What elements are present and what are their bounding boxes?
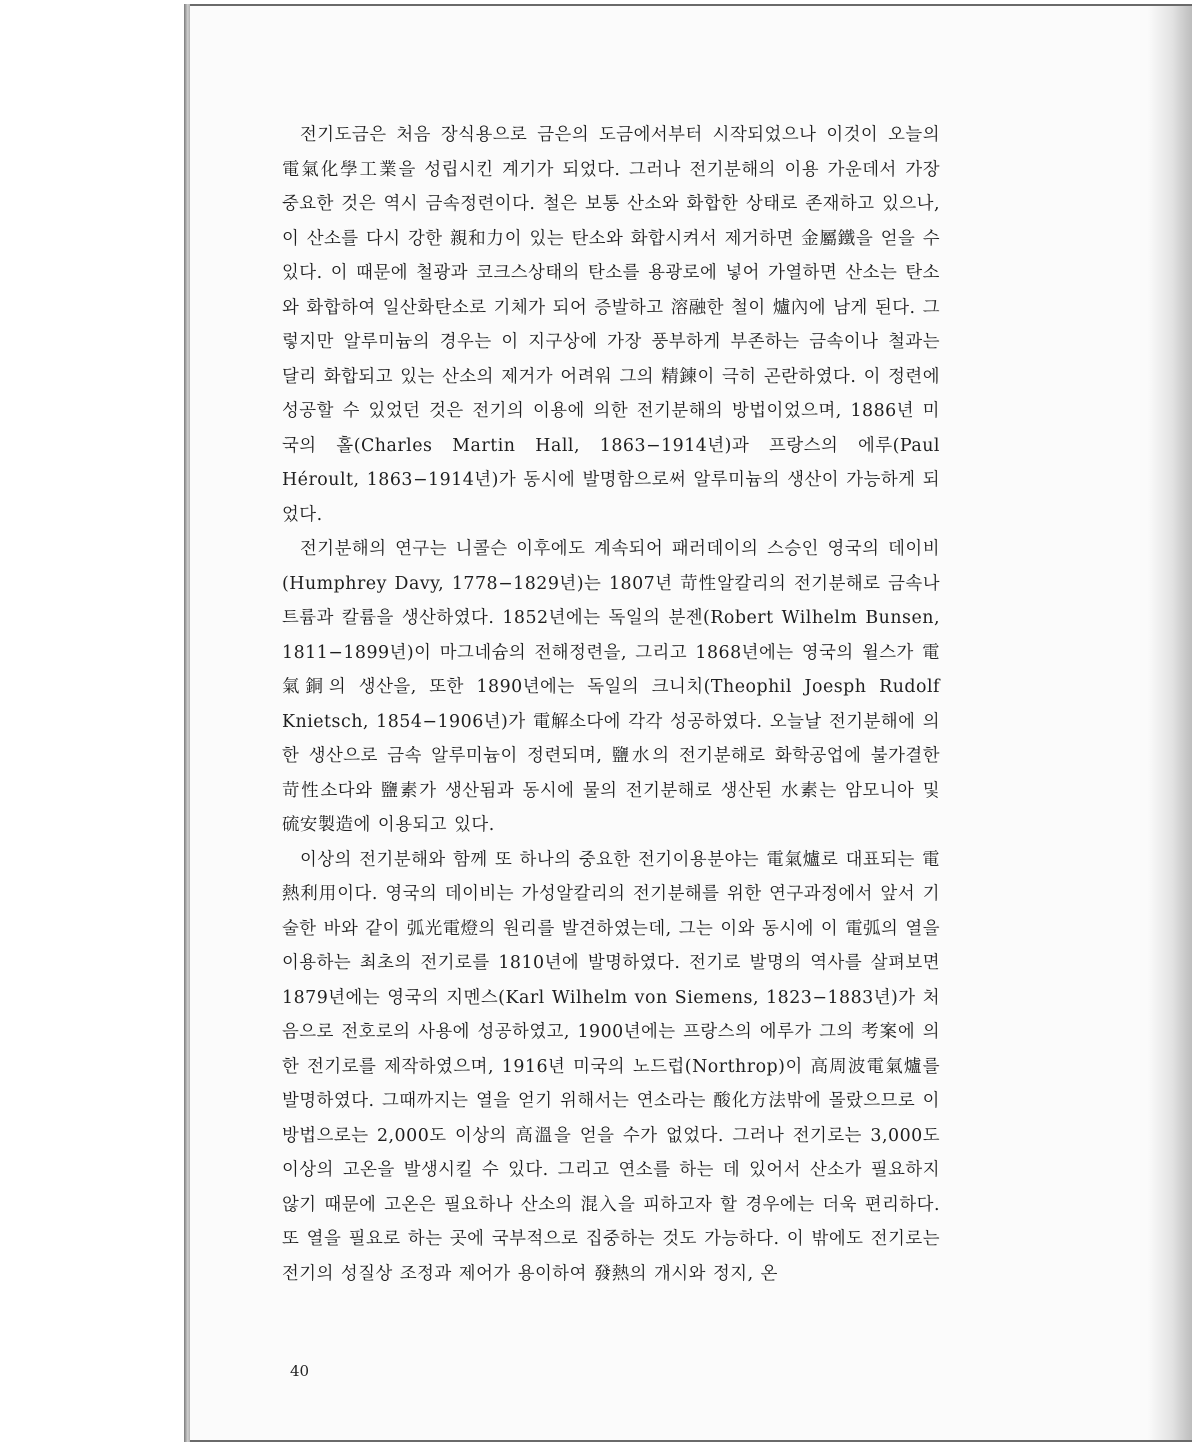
paragraph-1: 전기도금은 처음 장식용으로 금은의 도금에서부터 시작되었으나 이것이 오늘의 電氣化學工業을 성립시킨 계기가 되었다. 그러나 전기분해의 이용 가운데서 가장 중요한 것은 역시 금속정련이다. 철은 보통 산소와 화합한 상태로 존재하고 있으나, 이 산소를 다시 강한 親和力이 있는 탄소와 화합시켜서 제거하면 金屬鐵을 얻을 수 있다. 이 때문에 철광과 코크스상태의 탄소를 용광로에 넣어 가열하면 산소는 탄소와 화합하여 일산화탄소로 기체가 되어 증발하고 溶融한 철이 爐內에 남게 된다. 그렇지만 알루미늄의 경우는 이 지구상에 가장 풍부하게 부존하는 금속이나 철과는 달리 화합되고 있는 산소의 제거가 어려워 그의 精鍊이 극히 곤란하였다. 이 정련에 성공할 수 있었던 것은 전기의 이용에 의한 전기분해의 방법이었으며, 1886년 미국의 홀(Charles Martin Hall, 1863−1914년)과 프랑스의 에루(Paul Héroult, 1863−1914년)가 동시에 발명함으로써 알루미늄의 생산이 가능하게 되었다. <box>282 125 940 525</box>
page-shadow <box>1148 6 1192 1440</box>
body-text <box>282 118 940 1291</box>
paragraph-2: 전기분해의 연구는 니콜슨 이후에도 계속되어 패러데이의 스승인 영국의 데이비(Humphrey Davy, 1778−1829년)는 1807년 苛性알칼리의 전기분해로 금속나트륨과 칼륨을 생산하였다. 1852년에는 독일의 분젠(Robert Wilhelm Bunsen, 1811−1899년)이 마그네슘의 전해정련을, 그리고 1868년에는 영국의 윌스가 電氣銅의 생산을, 또한 1890년에는 독일의 크니치(Theophil Joesph Rudolf Knietsch, 1854−1906년)가 電解소다에 각각 성공하였다. 오늘날 전기분해에 의한 생산으로 금속 알루미늄이 정련되며, 鹽水의 전기분해로 화학공업에 불가결한 苛性소다와 鹽素가 생산됨과 동시에 물의 전기분해로 생산된 水素는 암모니아 및 硫安製造에 이용되고 있다. <box>282 539 940 835</box>
page-number: 40 <box>290 1362 310 1380</box>
paragraph-3: 이상의 전기분해와 함께 또 하나의 중요한 전기이용분야는 電氣爐로 대표되는 電熱利用이다. 영국의 데이비는 가성알칼리의 전기분해를 위한 연구과정에서 앞서 기술한 바와 같이 弧光電燈의 원리를 발견하였는데, 그는 이와 동시에 이 電弧의 열을 이용하는 최초의 전기로를 1810년에 발명하였다. 전기로 발명의 역사를 살펴보면 1879년에는 영국의 지멘스(Karl Wilhelm von Siemens, 1823−1883년)가 처음으로 전호로의 사용에 성공하였고, 1900년에는 프랑스의 에루가 그의 考案에 의한 전기로를 제작하였으며, 1916년 미국의 노드럽(Northrop)이 高周波電氣爐를 발명하였다. 그때까지는 열을 얻기 위해서는 연소라는 酸化方法밖에 몰랐으므로 이 방법으로는 2,000도 이상의 高溫을 얻을 수가 없었다. 그러나 전기로는 3,000도 이상의 고온을 발생시킬 수 있다. 그리고 연소를 하는 데 있어서 산소가 필요하지 않기 때문에 고온은 필요하나 산소의 混入을 피하고자 할 경우에는 더욱 편리하다. 또 열을 필요로 하는 곳에 국부적으로 집중하는 것도 가능하다. 이 밖에도 전기로는 전기의 성질상 조정과 제어가 용이하여 發熱의 개시와 정지, 온 <box>282 849 940 1284</box>
